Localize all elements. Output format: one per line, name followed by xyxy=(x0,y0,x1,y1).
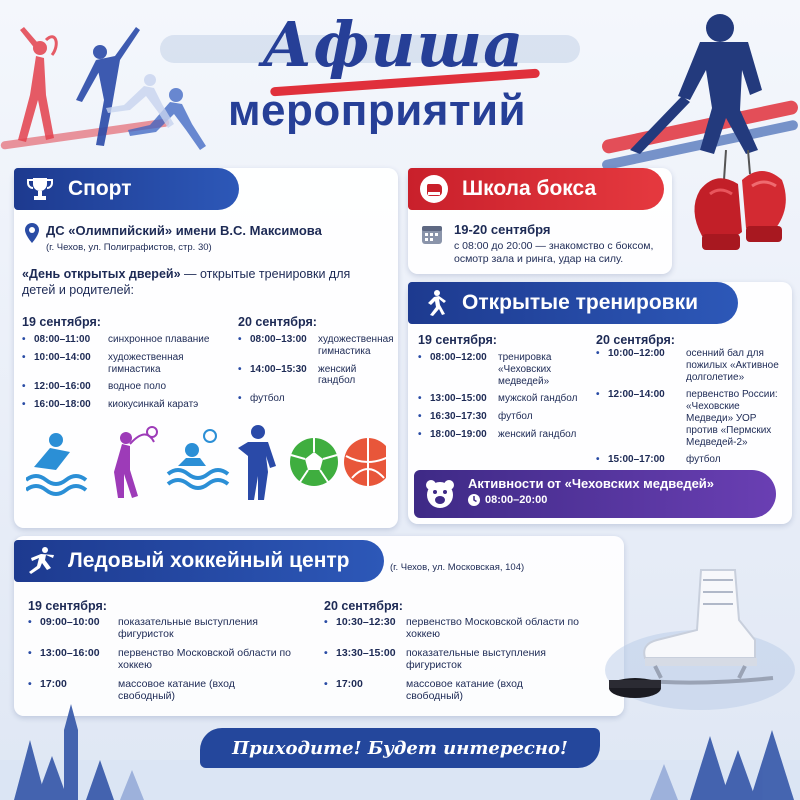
handball-icon xyxy=(344,438,386,486)
boxing-gloves-image xyxy=(676,150,796,270)
figure-skate-image xyxy=(605,560,795,710)
schedule-row: • 13:30–15:00 показательные выступления фигуристок xyxy=(324,646,546,672)
right-glove xyxy=(742,171,786,242)
clock-icon xyxy=(468,494,480,506)
trophy-icon xyxy=(20,169,60,209)
schedule-row: • 14:00–15:30 женский гандбол xyxy=(238,363,357,387)
sport-venue-name: ДС «Олимпийский» имени В.С. Максимова xyxy=(46,223,322,238)
schedule-row: • 16:30–17:30 футбол xyxy=(418,411,533,423)
trainings-day1-heading: 19 сентября: xyxy=(418,333,497,347)
sport-ribbon xyxy=(14,168,239,210)
bear-icon xyxy=(420,474,460,514)
ice-day2-heading: 20 сентября: xyxy=(324,599,403,613)
runner-icon xyxy=(414,283,454,323)
ice-ribbon xyxy=(14,540,384,582)
trainings-title: Открытые тренировки xyxy=(462,291,698,314)
schedule-row: • 09:00–10:00 показательные выступления фигуристок xyxy=(28,616,258,641)
bears-activities-banner xyxy=(414,470,776,518)
swimming-icon xyxy=(26,433,86,494)
ice-day1-heading: 19 сентября: xyxy=(28,599,107,613)
boxing-title: Школа бокса xyxy=(462,177,597,200)
ice-title: Ледовый хоккейный центр xyxy=(68,549,350,572)
trainings-day1-schedule xyxy=(418,352,594,447)
schedule-row: • 08:00–11:00 синхронное плавание xyxy=(22,334,210,345)
schedule-row: • 08:00–12:00 тренировка «Чеховских медведей» xyxy=(418,352,552,387)
sport-venue-address: (г. Чехов, ул. Полиграфистов, стр. 30) xyxy=(46,242,212,253)
water-polo-icon xyxy=(168,430,228,488)
boxing-description: с 08:00 до 20:00 — знакомство с боксом, осмотр зала и ринга, удар на силу. xyxy=(454,240,654,266)
schedule-row: • 17:00 массовое катание (вход свободный) xyxy=(324,677,523,702)
calendar-icon xyxy=(420,222,444,251)
boxing-ribbon xyxy=(408,168,664,210)
schedule-row: • 16:00–18:00 киокусинкай каратэ xyxy=(22,399,199,411)
schedule-row: • 15:00–17:00 футбол xyxy=(596,454,721,466)
page-title: Афиша xyxy=(262,8,525,81)
schedule-row: • 10:00–14:00 художественная гимнастика xyxy=(22,351,184,375)
ice-address: (г. Чехов, ул. Московская, 104) xyxy=(390,562,525,573)
schedule-row: • 13:00–15:00 мужской гандбол xyxy=(418,393,578,405)
rhythmic-gymnastics-icon xyxy=(114,427,157,498)
schedule-row: • 10:30–12:30 первенство Московской области по хоккею xyxy=(324,616,580,641)
schedule-row: • 17:00 массовое катание (вход свободный) xyxy=(28,677,235,702)
trainings-day2-schedule xyxy=(596,348,786,472)
schedule-row: • 10:00–12:00 осенний бал для пожилых «Активное долголетие» xyxy=(596,348,779,383)
sport-title: Спорт xyxy=(68,177,132,200)
schedule-row: • футбол xyxy=(238,393,285,405)
bears-activities-time: 08:00–20:00 xyxy=(485,494,548,506)
bg-brush xyxy=(0,118,169,150)
sport-event-text: — открытые тренировки для детей и родителей: xyxy=(22,267,351,297)
skater-icon xyxy=(20,541,60,581)
schedule-row: • 12:00–16:00 водное поло xyxy=(22,381,167,393)
trainings-ribbon xyxy=(408,282,738,324)
ice-day2-schedule xyxy=(324,616,614,708)
bears-activities-title: Активности от «Чеховских медведей» xyxy=(468,476,715,491)
schedule-row: • 12:00–14:00 первенство России: «Чеховские Медведи» УОР против «Пермских Медведей-2» xyxy=(596,389,778,448)
left-glove xyxy=(694,178,742,250)
sport-day1-schedule xyxy=(22,334,232,417)
sport-event-desc xyxy=(22,266,367,298)
footer-slogan: Приходите! Будет интересно! xyxy=(200,728,600,768)
page-subtitle: мероприятий xyxy=(228,86,527,135)
sport-event-title: «День открытых дверей» xyxy=(22,267,181,281)
sport-day2-schedule xyxy=(238,334,393,411)
football-icon xyxy=(290,438,338,486)
trainings-day2-heading: 20 сентября: xyxy=(596,333,675,347)
sport-day1-heading: 19 сентября: xyxy=(22,315,101,329)
schedule-row: • 13:00–16:00 первенство Московской области по хоккею xyxy=(28,646,292,672)
boxing-dates: 19-20 сентября xyxy=(454,222,551,237)
schedule-row: • 08:00–13:00 художественная гимнастика xyxy=(238,334,394,357)
boxing-glove-icon xyxy=(414,169,454,209)
schedule-row: • 18:00–19:00 женский гандбол xyxy=(418,428,577,440)
karate-icon xyxy=(238,425,276,500)
sport-pictograms xyxy=(26,422,386,502)
sport-day2-heading: 20 сентября: xyxy=(238,315,317,329)
ice-day1-schedule xyxy=(28,616,318,708)
location-pin-icon xyxy=(24,222,40,249)
